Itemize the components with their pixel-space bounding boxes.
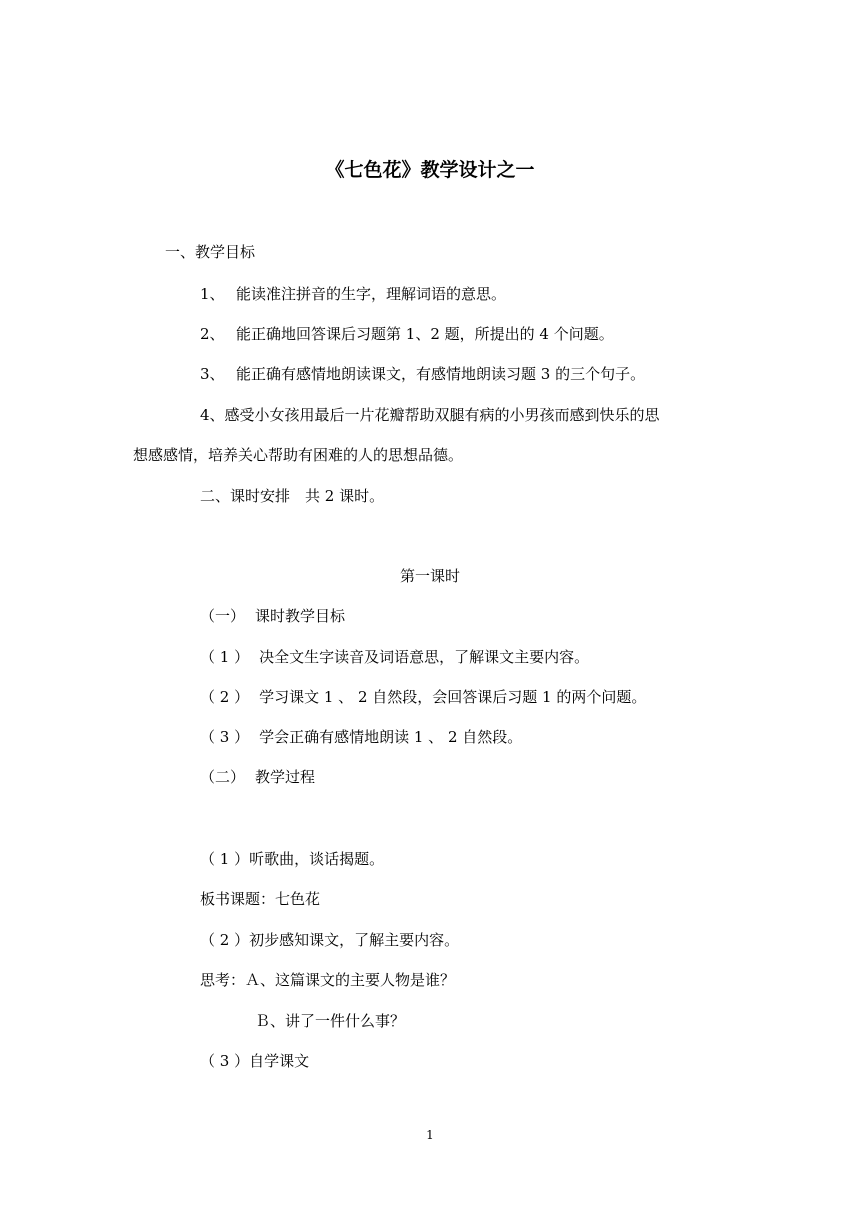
process-question-b: Ｂ、讲了一件什么事？: [255, 1012, 406, 1030]
page-number: 1: [426, 1128, 434, 1142]
item-number: （ 3 ）: [200, 728, 250, 746]
goal-item-3: [200, 364, 645, 384]
subheading-text: 教学过程: [255, 768, 316, 786]
item-number: （ 1 ）: [200, 648, 250, 666]
schedule-heading: 二、课时安排 共 2 课时。: [200, 487, 385, 505]
goal-item-2: [200, 324, 614, 344]
goal-item-1: [200, 284, 506, 304]
goal-text: 能正确地回答课后习题第 1、2 题，所提出的 4 个问题。: [236, 325, 614, 343]
goal-text: 能读准注拼音的生字，理解词语的意思。: [236, 285, 507, 303]
goal-number: 2、: [200, 325, 225, 343]
subheading-text: 课时教学目标: [255, 607, 346, 625]
process-step-3: （ 3 ）自学课文: [200, 1052, 310, 1070]
subheading-number: （二）: [200, 768, 246, 786]
item-text: 学会正确有感情地朗读 1 、 2 自然段。: [259, 728, 523, 746]
subheading-number: （一）: [200, 607, 246, 625]
goal-text: 能正确有感情地朗读课文，有感情地朗读习题 3 的三个句子。: [236, 365, 646, 383]
process-step-1: （ 1 ）听歌曲，谈话揭题。: [200, 850, 385, 868]
process-step-2: （ 2 ）初步感知课文，了解主要内容。: [200, 931, 460, 949]
lesson-subheading-2: [200, 767, 315, 787]
goal-number: 3、: [200, 365, 225, 383]
item-text: 决全文生字读音及词语意思，了解课文主要内容。: [259, 648, 590, 666]
lesson-heading: 第一课时: [399, 567, 460, 585]
goal-item-4-line2: 想感感情，培养关心帮助有困难的人的思想品德。: [133, 446, 464, 464]
goal-number: 1、: [200, 285, 225, 303]
goal-item-4-line1: 4、感受小女孩用最后一片花瓣帮助双腿有病的小男孩而感到快乐的思: [200, 406, 660, 424]
item-text: 学习课文 1 、 2 自然段，会回答课后习题 1 的两个问题。: [259, 688, 647, 706]
goals-heading: 一、教学目标: [165, 243, 256, 261]
lesson-goal-item-1: [200, 647, 589, 667]
process-board-title: 板书课题：七色花: [200, 890, 321, 908]
lesson-goal-item-3: [200, 727, 522, 747]
lesson-goal-item-2: [200, 687, 646, 707]
process-question-a: 思考：Ａ、这篇课文的主要人物是谁？: [200, 971, 456, 989]
lesson-subheading-1: [200, 606, 345, 626]
item-number: （ 2 ）: [200, 688, 250, 706]
document-title: 《七色花》教学设计之一: [325, 159, 535, 181]
